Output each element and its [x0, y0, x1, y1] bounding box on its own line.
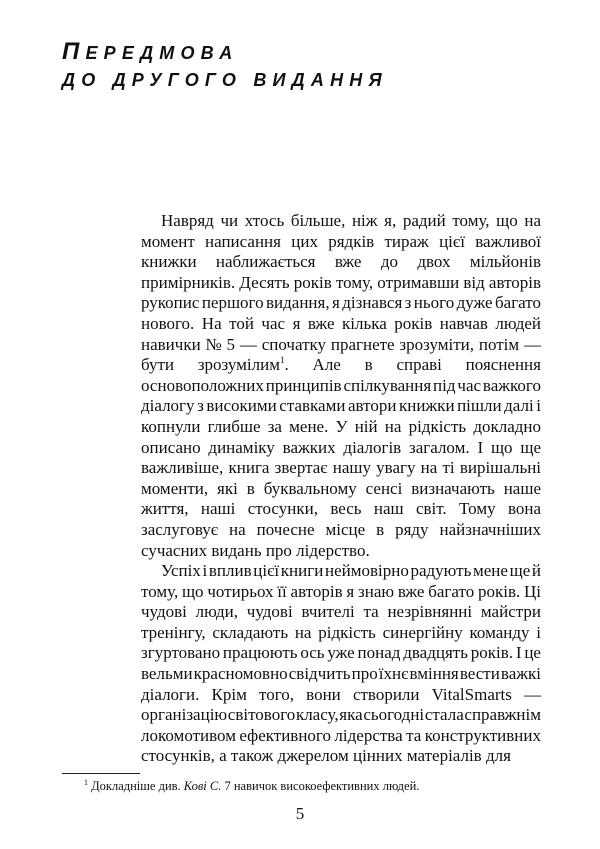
text-line: сучасних видань про лідерство.	[141, 540, 370, 560]
page-number: 5	[295, 804, 305, 823]
text-line: книжки наближається вже до двох мільйонів	[141, 252, 541, 272]
footnote-rule	[62, 773, 140, 774]
text-line: тому, що чотирьох її авторів я знаю вже багато років. Ці	[141, 581, 542, 601]
text-line: копнули глибше за мене. У ній на рідкість докладно	[141, 416, 542, 436]
text-line: вельми красномовно свідчить про їхнє вміння вести важкі	[141, 664, 541, 684]
body-text	[141, 211, 541, 767]
footnote	[84, 779, 419, 794]
text-line: організацію світового класу, яка сьогодні стала справжнім	[141, 705, 541, 725]
footnote-title: 7 навичок високоефективних людей.	[221, 779, 420, 793]
text-line: моменти, які в буквальному сенсі визначають наше	[141, 478, 541, 498]
footnote-mark: 1	[84, 778, 88, 787]
heading-line-1	[62, 38, 238, 66]
text-line: нового. На той час я вже кілька років навчав людей	[141, 313, 542, 333]
footnote-prefix: Докладніше див.	[91, 779, 184, 793]
text-line: стосунків, а також джерелом цінних матеріалів для	[141, 746, 511, 766]
text-line: життя, наші стосунки, весь наш світ. Тому вона	[141, 499, 542, 519]
heading-line-2: ДО ДРУГОГО ВИДАННЯ	[62, 70, 388, 90]
text-line: згуртовано працюють ось уже понад двадцять років. І це	[141, 643, 541, 663]
text-line: тренінгу, складають на рідкість синергійну команду і	[141, 622, 542, 642]
text-line: діалоги. Крім того, вони створили VitalSmarts —	[141, 684, 542, 704]
text-line: Успіх і вплив цієї книги неймовірно радують мене ще й	[161, 561, 542, 581]
text-line: чудові люди, чудові вчителі та незрівнянні майстри	[141, 602, 541, 622]
text-line: діалогу з високими ставками автори книжки пішли далі і	[141, 396, 541, 416]
text-line: рукопис першого видання, я дізнався з нього дуже багато	[141, 293, 541, 313]
text-line: бути зрозумілим$^1$. Але в справі пояснення	[141, 355, 541, 375]
footnote-reference: 1	[280, 355, 285, 366]
text-line: заслуговує на почесне місце в ряду найзначніших	[141, 519, 541, 539]
text-line: важливіше, книга звертає нашу увагу на ті вирішальні	[141, 458, 542, 478]
text-line: примірників. Десять років тому, отримавши від авторів	[141, 272, 542, 292]
text-line: момент написання цих рядків тираж цієї важливої	[141, 231, 542, 251]
heading-rest: ЕРЕДМОВА	[85, 43, 239, 63]
text-line: навички № 5 — спочатку прагнете зрозуміти, потім —	[141, 334, 541, 354]
footnote-author: Кові С.	[183, 779, 222, 793]
heading-initial: П	[62, 38, 86, 65]
text-line: Навряд чи хтось більше, ніж я, радий тому, що на	[161, 211, 541, 230]
text-line: описано динаміку важких діалогів загалом. І що ще	[141, 437, 541, 457]
text-line: основоположних принципів спілкування під час важкого	[141, 375, 541, 395]
text-line: локомотивом ефективного лідерства та конструктивних	[141, 725, 541, 745]
